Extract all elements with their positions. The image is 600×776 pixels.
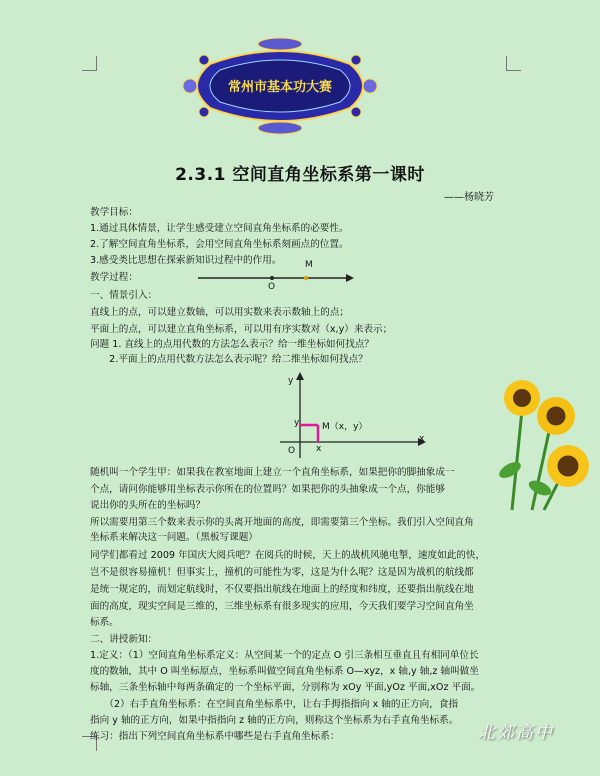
text-line: 一、情景引入： (90, 290, 158, 301)
margin-corner-mark (506, 56, 521, 71)
text-line: 说出你的头所在的坐标吗？ (90, 500, 206, 511)
text-line: 度的数轴，其中 O 叫坐标原点，坐标系叫做空间直角坐标系 O—xyz，x 轴,y 轴,z 轴叫做坐 (90, 666, 479, 677)
coordinate-axes (280, 372, 430, 462)
text-line: 标系。 (90, 617, 119, 628)
text-line: 2.平面上的点用代数方法怎么表示呢？给二维坐标如何找点？ (90, 354, 368, 365)
text-line: 平面上的点，可以建立直角坐标系，可以用有序实数对（x,y）来表示； (90, 324, 393, 335)
point-m-label: M（x，y） (322, 422, 368, 432)
text-line: 教学过程： (90, 272, 138, 283)
number-line (196, 258, 356, 292)
text-line: 二、讲授新知： (90, 634, 158, 645)
text-line: 直线上的点，可以建立数轴，可以用实数来表示数轴上的点； (90, 307, 350, 318)
page-title: 2.3.1 空间直角坐标系第一课时 (175, 165, 425, 185)
text-line: 所以需要用第三个数来表示你的头离开地面的高度，即需要第三个坐标。我们引入空间直角 (90, 517, 474, 528)
sunflowers-image (492, 370, 592, 520)
text-line: 指向 y 轴的正方向，如果中指指向 z 轴的正方向，则称这个坐标系为右手直角坐标系。 (90, 715, 459, 726)
y-axis-label: y (288, 376, 294, 386)
number-line-figure (196, 258, 356, 292)
text-line: 2.了解空间直角坐标系，会用空间直角坐标系刻画点的位置。 (90, 239, 349, 250)
text-line: 标轴，三条坐标轴中每两条确定的一个坐标平面，分别称为 xOy 平面,yOz 平面,xOz 平面。 (90, 682, 481, 693)
x-tick-label: x (316, 444, 322, 454)
sunflower-icon (492, 370, 592, 520)
text-line: 岂不是很容易撞机！但事实上，撞机的可能性为零，这是为什么呢？这是因为战机的航线都 (90, 567, 474, 578)
text-line: 问题 1. 直线上的点用代数的方法怎么表示？给一维坐标如何找点？ (90, 339, 374, 350)
text-line: 是统一规定的，而划定航线时，不仅要指出航线在地面上的经度和纬度，还要指出航线在地 (90, 584, 474, 595)
origin-label: O (268, 282, 276, 292)
margin-corner-mark (82, 56, 97, 71)
title-banner (180, 36, 380, 136)
point-m-label: M (305, 260, 313, 270)
author: ——杨晓芳 (444, 192, 494, 203)
text-line: 3.感受类比思想在探索新知识过程中的作用。 (90, 255, 282, 266)
text-line: 随机叫一个学生甲：如果我在教室地面上建立一个直角坐标系，如果把你的脚抽象成一 (90, 467, 455, 478)
text-line: 教学目标： (90, 207, 138, 218)
text-line: 1.定义：（1）空间直角坐标系定义：从空间某一个的定点 O 引三条相互垂直且有相同单位长 (90, 650, 479, 661)
y-tick-label: y (294, 418, 300, 428)
text-line: 面的高度，现实空间是三维的，三维坐标系有很多现实的应用，今天我们要学习空间直角坐 (90, 601, 474, 612)
banner-text: 常州市基本功大赛 (227, 80, 332, 95)
x-axis-label: x (419, 434, 425, 444)
watermark: 北郊高中 (478, 723, 554, 743)
text-line: 同学们都看过 2009 年国庆大阅兵吧？在阅兵的时候，天上的战机风驰电掣，速度如此的快， (90, 550, 486, 561)
text-line: 坐标系来解决这一问题。（黑板写课题） (90, 532, 258, 543)
text-line: 练习：指出下列空间直角坐标系中哪些是右手直角坐标系： (90, 731, 340, 742)
origin-label: O (288, 446, 296, 456)
text-line: （2）右手直角坐标系：在空间直角坐标系中，让右手拇指指向 x 轴的正方向，食指 (90, 699, 459, 710)
text-line: 个点，请问你能够用坐标表示你所在的位置吗？如果把你的头抽象成一个点，你能够 (90, 484, 445, 495)
coordinate-axes-figure (280, 372, 430, 462)
text-line: 1.通过具体情景，让学生感受建立空间直角坐标系的必要性。 (90, 223, 349, 234)
